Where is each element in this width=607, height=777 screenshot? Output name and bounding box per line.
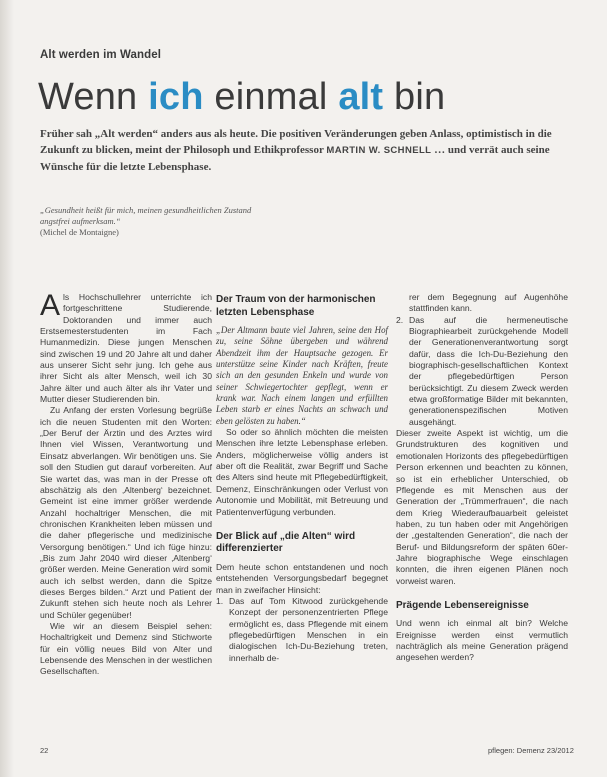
title-part-3: bin xyxy=(383,76,446,118)
column-1-paragraph-3: Wie wir an diesem Beispiel sehen: Hochaltrigkeit und Demenz sind Stichworte für ein völlig neues Bild von Alter und Lebensende des Menschen in der westlichen Gesellschaften. xyxy=(40,620,212,677)
column-1-paragraph xyxy=(40,289,212,405)
author-name: MARTIN W. SCHNELL xyxy=(326,145,432,156)
column-3-paragraph: Dieser zweite Aspekt ist wichtig, um die Grundstrukturen des kognitiven und emotionalen Horizonts des pflegebedürftigen Person erkennen und beachten zu können, so ist ein erheblicher Unterschied, ob Pflegende es mit Menschen aus der Generation der „Trümmerfrauen“, die nach dem Krieg Wiederaufbauarbeit geleistet haben, zu tun haben oder mit Angehörigen der „gestaltenden Generation“, die nach der Beruf- und Bildungsreform der späten 60er-Jahre biographische Wege einschlagen konnten, die ihren eigenen Plänen noch vorweist waren. xyxy=(396,428,568,586)
list-item-text: rer dem Begegnung auf Augenhöhe stattfinden kann. xyxy=(409,292,568,314)
column-3-paragraph-2: Und wenn ich einmal alt bin? Welche Ereignisse werden einst vermutlich nachträglich als meine Generation prägend angesehen werden? xyxy=(396,618,568,663)
spacer xyxy=(216,518,388,529)
lead-paragraph xyxy=(40,126,568,175)
title-accent-1: ich xyxy=(148,76,204,118)
title-part-2: einmal xyxy=(203,76,339,118)
page-fold-shadow xyxy=(0,0,14,777)
list-item-text: Das auf Tom Kitwood zurückgehende Konzept der personenzentrierten Pflege ermöglicht es, dass Pflegende mit einem pflegebedürftigen Menschen in ein dialogischen Ich-Du-Beziehung treten, innerhalb de- xyxy=(229,595,388,663)
column-1 xyxy=(40,289,212,678)
title-part-1: Wenn xyxy=(38,76,149,118)
lead-text: Früher sah „Alt werden“ anders aus als heute. Die positiven Veränderungen geben Anlass, optimistisch in die Zukunft zu blicken, meint der Philosoph und Ethikprofessor xyxy=(40,128,552,156)
list-item xyxy=(216,596,388,664)
column-2 xyxy=(216,292,388,664)
list-item-continued xyxy=(396,292,568,315)
list-item-text: Das auf die hermeneutische Biographiearbeit zurückgehende Modell der Generationenverantwortung sorgt dafür, dass die Ich-Du-Beziehung den biographisch-gesellschaftlichen Kontext der pflegebedürftigen Person berücksichtigt. Zu diesem Zweck werden etwa großformatige Bilder mit bekannten, generationenspezifischen Motiven ausgehängt. xyxy=(409,314,568,427)
list-number: 2. xyxy=(396,314,404,325)
epigraph-text: „Gesundheit heißt für mich, meinen gesundheitlichen Zustand angstfrei aufmerksam.“ xyxy=(40,205,252,226)
numbered-list xyxy=(216,596,388,664)
spacer xyxy=(396,587,568,598)
lead-text-2: … und verrät auch seine Wünsche für die letzte Lebensphase. xyxy=(40,144,550,173)
column-1-paragraph-2: Zu Anfang der ersten Vorlesung begrüße ich die neuen Studenten mit den Worten: „Der Beruf der Ärztin und des Arztes wird Ihnen viel Wissen, Verantwortung und Einsatz abverlangen. Wir benötigen uns. Sie soll den Studien gut darauf vorbereiten. Auf Sie wartet das, was man in der Presse oft abschätzig als den ‚Altenberg‘ bezeichnet. Gemeint ist eine immer größer werdende Anzahl hochaltriger Menschen, die mit chronischen Krankheiten leben müssen und die daher pflegerische und medizinische Versorgung benötigen.“ Und ich füge hinzu: „Bis zum Jahr 2040 wird dieser ‚Altenberg‘ größer werden. Meine Generation wird somit auch ich selbst werden, dann die Spitze dieses Berges bilden.“ Arzt und Patient der Zukunft stehen sich heute noch als Lehrer und Schüler gegenüber! xyxy=(40,405,212,620)
drop-cap: A xyxy=(40,289,61,322)
column-2-paragraph: So oder so ähnlich möchten die meisten Menschen ihre letzte Lebensphase erleben. Anders, möglicherweise völlig anders ist aber oft die Realität, zwar Begriff und Sache des Alters sind heute mit Pflegebedürftigkeit, Demenz, Einschränkungen oder Verlust von Autonomie und Mobilität, mit Betreuung und Patientenverfügung verbunden. xyxy=(216,427,388,517)
subheading-traum: Der Traum von der harmonischen letzten Lebensphase xyxy=(216,294,376,318)
subheading-lebensereignisse: Prägende Lebensereignisse xyxy=(396,599,529,611)
subheading-blick: Der Blick auf „die Alten“ wird differenzierter xyxy=(216,530,356,555)
page-title xyxy=(38,74,445,120)
column-1-text-1: ls Hochschullehrer unterrichte ich fortgeschrittene Studierende, Doktoranden und immer auch Erstsemesterstudenten im Fach Humanmedizin. Diese jungen Menschen sind zwischen 19 und 20 Jahre alt und daher aus unserer Sicht sehr jung. Ich gehe aus ihrer Sicht als alter Mensch, weil ich 30 Jahre älter und auch älter als ihr Vater und Mutter dieser Studierenden bin. xyxy=(40,292,212,405)
column-2-italic-story: „Der Altmann baute viel Jahren, seine den Hof zu, seine Söhne übergeben und während Abendzeit ihm der Hauptsache gezogen. Er unterstütze seine Kinder nach Kräften, freute sich an den gesunden Enkeln und wurde von seiner Schwiegertochter gepflegt, wenn er krank war. Nach einem langen und erfüllten Leben starb er eines Nachts an schwach und eben gelösten zu haben.“ xyxy=(216,325,388,426)
title-accent-2: alt xyxy=(338,76,384,118)
epigraph xyxy=(40,205,260,238)
column-3 xyxy=(396,292,568,664)
kicker: Alt werden im Wandel xyxy=(40,49,162,61)
epigraph-source: (Michel de Montaigne) xyxy=(40,227,119,237)
list-number: 1. xyxy=(216,595,224,606)
magazine-footer: pflegen: Demenz 23/2012 xyxy=(488,746,574,755)
numbered-list-continued xyxy=(396,292,568,428)
list-item xyxy=(396,315,568,428)
page-number: 22 xyxy=(40,746,49,755)
column-2-paragraph-2: Dem heute schon entstandenen und noch entstehenden Versorgungsbedarf begegnet man in zweifacher Hinsicht: xyxy=(216,561,388,595)
